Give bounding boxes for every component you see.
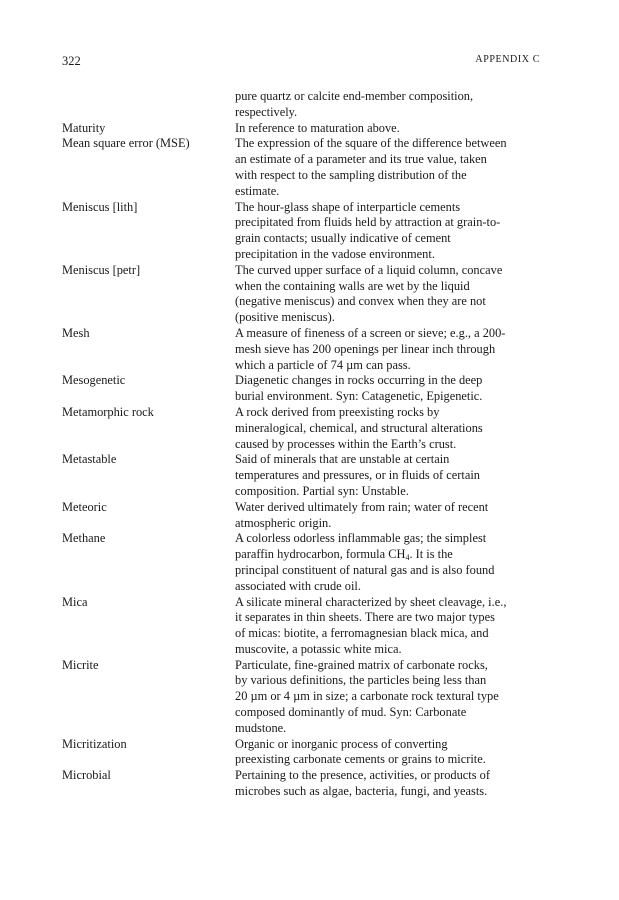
- glossary-entry: [62, 326, 542, 373]
- glossary-entry: [62, 200, 542, 263]
- glossary-definition: Water derived ultimately from rain; water of recent atmospheric origin.: [235, 499, 489, 530]
- glossary-term: [62, 89, 235, 121]
- methane-formula-subscript: 4: [405, 553, 410, 563]
- glossary-entry: [62, 263, 542, 326]
- glossary-definition: Particulate, fine-grained matrix of carbonate rocks, by various definitions, the particles being less than 20 µm or 4 µm in size; a carbonate rock textural type composed dominantly of mud. Syn: Carbonate mudstone.: [235, 657, 499, 735]
- glossary-term: Maturity: [62, 120, 106, 135]
- glossary-definition: Organic or inorganic process of converting preexisting carbonate cements or grains to micrite.: [235, 736, 486, 767]
- glossary-definition: A silicate mineral characterized by sheet cleavage, i.e., it separates in thin sheets. There are two major types of micas: biotite, a ferromagnesian black mica, and muscovite, a potassic white mica.: [235, 594, 507, 656]
- glossary-entry: [62, 768, 542, 800]
- glossary-definition: A measure of fineness of a screen or sieve; e.g., a 200- mesh sieve has 200 openings per linear inch through which a particle of 74 µm can pass.: [235, 325, 506, 372]
- glossary-entry: [62, 373, 542, 405]
- glossary-term: Metamorphic rock: [62, 404, 154, 419]
- glossary-definition: Said of minerals that are unstable at certain temperatures and pressures, or in fluids of certain composition. Partial syn: Unstable.: [235, 452, 480, 498]
- glossary-list: [62, 89, 542, 800]
- glossary-term: Meniscus [petr]: [62, 262, 141, 277]
- glossary-definition: A rock derived from preexisting rocks by mineralogical, chemical, and structural alterations caused by processes within the Earth’s crust.: [235, 404, 483, 451]
- glossary-entry: [62, 89, 542, 121]
- methane-definition-text: A colorless odorless inflammable gas; the simplest paraffin hydrocarbon, formula CH: [235, 531, 487, 562]
- glossary-entry: [62, 452, 542, 499]
- glossary-term: Micritization: [62, 736, 127, 751]
- glossary-term: Meteoric: [62, 499, 107, 514]
- glossary-definition: pure quartz or calcite end-member composition, respectively.: [235, 89, 474, 119]
- page-header: [62, 54, 540, 70]
- running-head: APPENDIX C: [475, 54, 540, 65]
- glossary-definition: The hour-glass shape of interparticle cements precipitated from fluids held by attraction at grain-to- grain contacts; usually indicative of cement precipitation in the vadose environment.: [235, 199, 501, 261]
- glossary-definition: The curved upper surface of a liquid column, concave when the containing walls are wet by the liquid (negative meniscus) and convex when they are not (positive meniscus).: [235, 262, 503, 325]
- glossary-entry: [62, 121, 542, 137]
- glossary-term: Metastable: [62, 452, 117, 467]
- glossary-term: Microbial: [62, 768, 111, 783]
- page-number: 322: [62, 54, 81, 68]
- glossary-definition: Pertaining to the presence, activities, or products of microbes such as algae, bacteria, fungi, and yeasts.: [235, 768, 490, 799]
- glossary-term: Mean square error (MSE): [62, 136, 190, 151]
- glossary-definition: The expression of the square of the difference between an estimate of a parameter and its true value, taken with respect to the sampling distribution of the estimate.: [235, 136, 507, 198]
- glossary-entry: [62, 595, 542, 658]
- glossary-term: Methane: [62, 531, 106, 546]
- glossary-term: Meniscus [lith]: [62, 199, 138, 214]
- glossary-definition: In reference to maturation above.: [235, 120, 400, 135]
- glossary-term: Mesogenetic: [62, 373, 126, 388]
- glossary-term: Micrite: [62, 657, 99, 672]
- glossary-entry: [62, 500, 542, 532]
- glossary-definition: Diagenetic changes in rocks occurring in the deep burial environment. Syn: Catagenetic, Epigenetic.: [235, 373, 483, 404]
- glossary-entry: [62, 658, 542, 737]
- methane-definition-text-continued: . It is the principal constituent of natural gas and is also found associated with crude oil.: [235, 547, 495, 593]
- glossary-entry: [62, 737, 542, 769]
- glossary-entry: [62, 136, 542, 199]
- glossary-term: Mesh: [62, 325, 90, 340]
- glossary-term: Mica: [62, 594, 88, 609]
- glossary-definition: [235, 531, 542, 594]
- glossary-entry: [62, 531, 542, 594]
- glossary-entry: [62, 405, 542, 452]
